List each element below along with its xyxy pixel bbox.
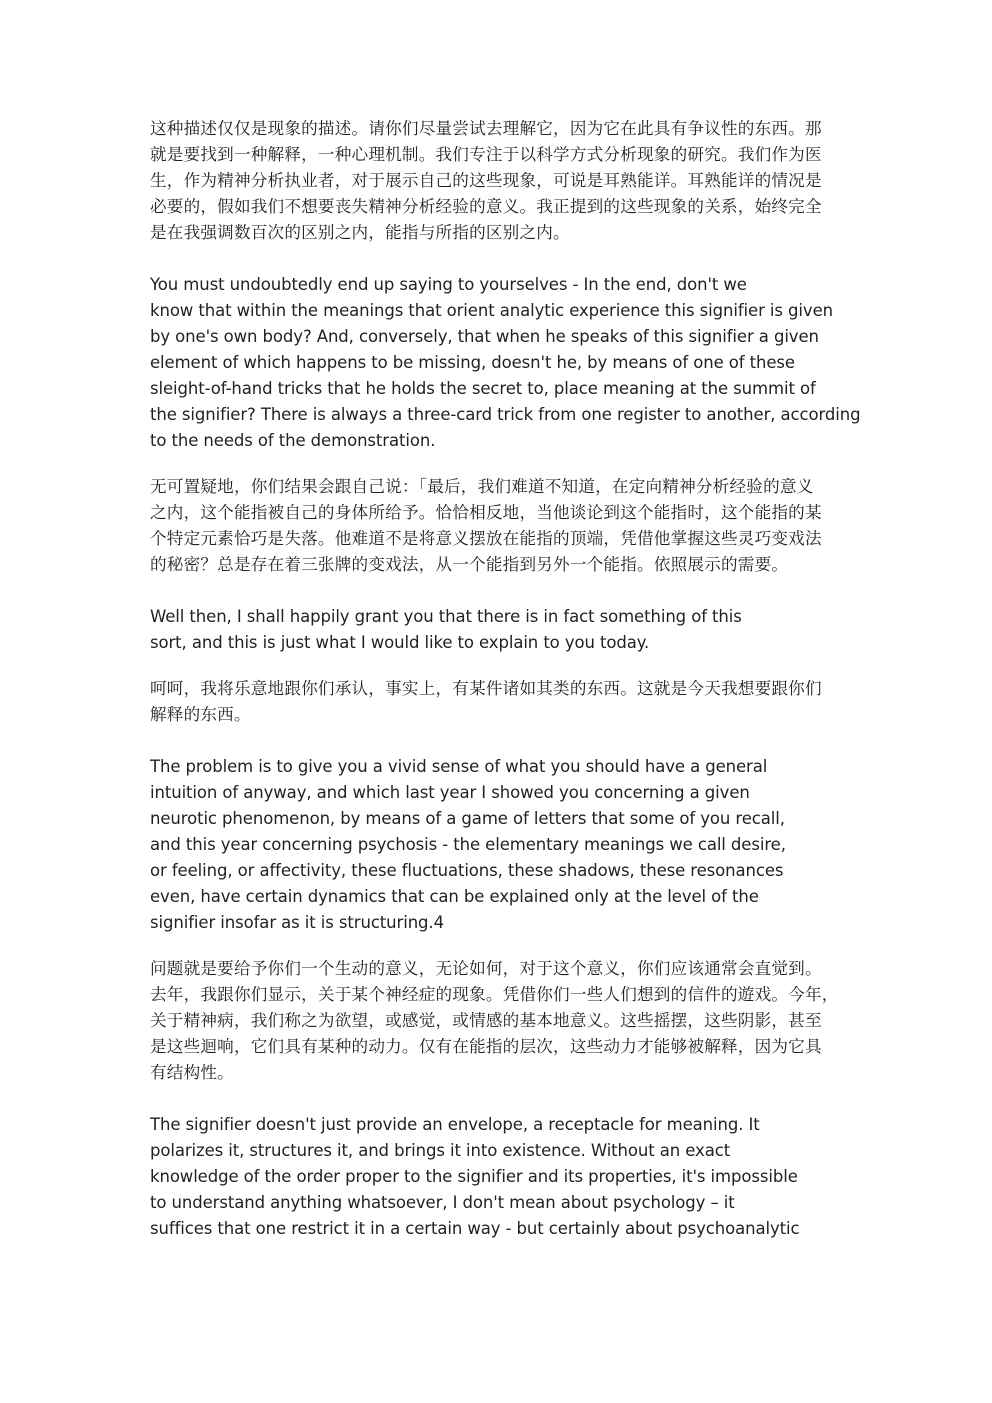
- text-line: knowledge of the order proper to the signifier and its properties, it's impossible: [150, 1167, 798, 1186]
- text-line: 这种描述仅仅是现象的描述。请你们尽量尝试去理解它，因为它在此具有争议性的东西。那: [150, 119, 822, 138]
- text-line: signifier insofar as it is structuring.4: [150, 913, 444, 932]
- text-line: 生，作为精神分析执业者，对于展示自己的这些现象，可说是耳熟能详。耳熟能详的情况是: [150, 171, 822, 190]
- text-line: to understand anything whatsoever, I don't mean about psychology – it: [150, 1193, 735, 1212]
- text-line: even, have certain dynamics that can be explained only at the level of the: [150, 887, 759, 906]
- paragraph-gap: [150, 656, 870, 676]
- text-line: The problem is to give you a vivid sense of what you should have a general: [150, 757, 768, 776]
- text-line: intuition of anyway, and which last year I showed you concerning a given: [150, 783, 750, 802]
- text-line: and this year concerning psychosis - the elementary meanings we call desire,: [150, 835, 786, 854]
- paragraph-gap: [150, 728, 870, 754]
- text-line: 关于精神病，我们称之为欲望，或感觉，或情感的基本地意义。这些摇摆，这些阴影，甚至: [150, 1011, 822, 1030]
- text-line: 无可置疑地，你们结果会跟自己说：「最后，我们难道不知道，在定向精神分析经验的意义: [150, 477, 814, 496]
- text-line: by one's own body? And, conversely, that when he speaks of this signifier a given: [150, 327, 819, 346]
- paragraph-en-2: [150, 604, 870, 656]
- text-line: suffices that one restrict it in a certain way - but certainly about psychoanalytic: [150, 1219, 800, 1238]
- paragraph-gap: [150, 246, 870, 272]
- text-line: 是这些迴响，它们具有某种的动力。仅有在能指的层次，这些动力才能够被解释，因为它具: [150, 1037, 822, 1056]
- text-line: Well then, I shall happily grant you that there is in fact something of this: [150, 607, 742, 626]
- paragraph-en-1: [150, 272, 870, 454]
- text-line: 是在我强调数百次的区别之内，能指与所指的区别之内。: [150, 223, 570, 242]
- text-line: 必要的，假如我们不想要丧失精神分析经验的意义。我正提到的这些现象的关系，始终完全: [150, 197, 822, 216]
- text-line: element of which happens to be missing, doesn't he, by means of one of these: [150, 353, 795, 372]
- text-line: 呵呵，我将乐意地跟你们承认，事实上，有某件诸如其类的东西。这就是今天我想要跟你们: [150, 679, 822, 698]
- text-line: or feeling, or affectivity, these fluctuations, these shadows, these resonances: [150, 861, 784, 880]
- text-line: The signifier doesn't just provide an envelope, a receptacle for meaning. It: [150, 1115, 760, 1134]
- text-line: 问题就是要给予你们一个生动的意义，无论如何，对于这个意义，你们应该通常会直觉到。: [150, 959, 822, 978]
- paragraph-gap: [150, 454, 870, 474]
- paragraph-gap: [150, 578, 870, 604]
- text-line: sleight-of-hand tricks that he holds the secret to, place meaning at the summit of: [150, 379, 816, 398]
- paragraph-zh-3: [150, 676, 870, 728]
- paragraph-zh-2: [150, 474, 870, 578]
- text-line: 解释的东西。: [150, 705, 251, 724]
- text-line: 去年，我跟你们显示，关于某个神经症的现象。凭借你们一些人们想到的信件的遊戏。今年，: [150, 985, 839, 1004]
- text-line: the signifier? There is always a three-card trick from one register to another, according: [150, 405, 861, 424]
- text-line: neurotic phenomenon, by means of a game of letters that some of you recall,: [150, 809, 785, 828]
- paragraph-en-4: [150, 1112, 870, 1242]
- text-line: know that within the meanings that orient analytic experience this signifier is given: [150, 301, 833, 320]
- text-line: 个特定元素恰巧是失落。他难道不是将意义摆放在能指的顶端，凭借他掌握这些灵巧变戏法: [150, 529, 822, 548]
- text-line: 有结构性。: [150, 1063, 234, 1082]
- text-line: polarizes it, structures it, and brings it into existence. Without an exact: [150, 1141, 731, 1160]
- paragraph-en-3: [150, 754, 870, 936]
- text-line: 之内，这个能指被自己的身体所给予。恰恰相反地，当他谈论到这个能指时，这个能指的某: [150, 503, 822, 522]
- document-page: [150, 116, 870, 1242]
- paragraph-gap: [150, 1086, 870, 1112]
- text-line: 就是要找到一种解释，一种心理机制。我们专注于以科学方式分析现象的研究。我们作为医: [150, 145, 822, 164]
- text-line: You must undoubtedly end up saying to yourselves - In the end, don't we: [150, 275, 747, 294]
- text-line: 的秘密？总是存在着三张牌的变戏法，从一个能指到另外一个能指。依照展示的需要。: [150, 555, 789, 574]
- text-line: sort, and this is just what I would like to explain to you today.: [150, 633, 650, 652]
- paragraph-gap: [150, 936, 870, 956]
- paragraph-zh-1: [150, 116, 870, 246]
- text-line: to the needs of the demonstration.: [150, 431, 436, 450]
- paragraph-zh-4: [150, 956, 870, 1086]
